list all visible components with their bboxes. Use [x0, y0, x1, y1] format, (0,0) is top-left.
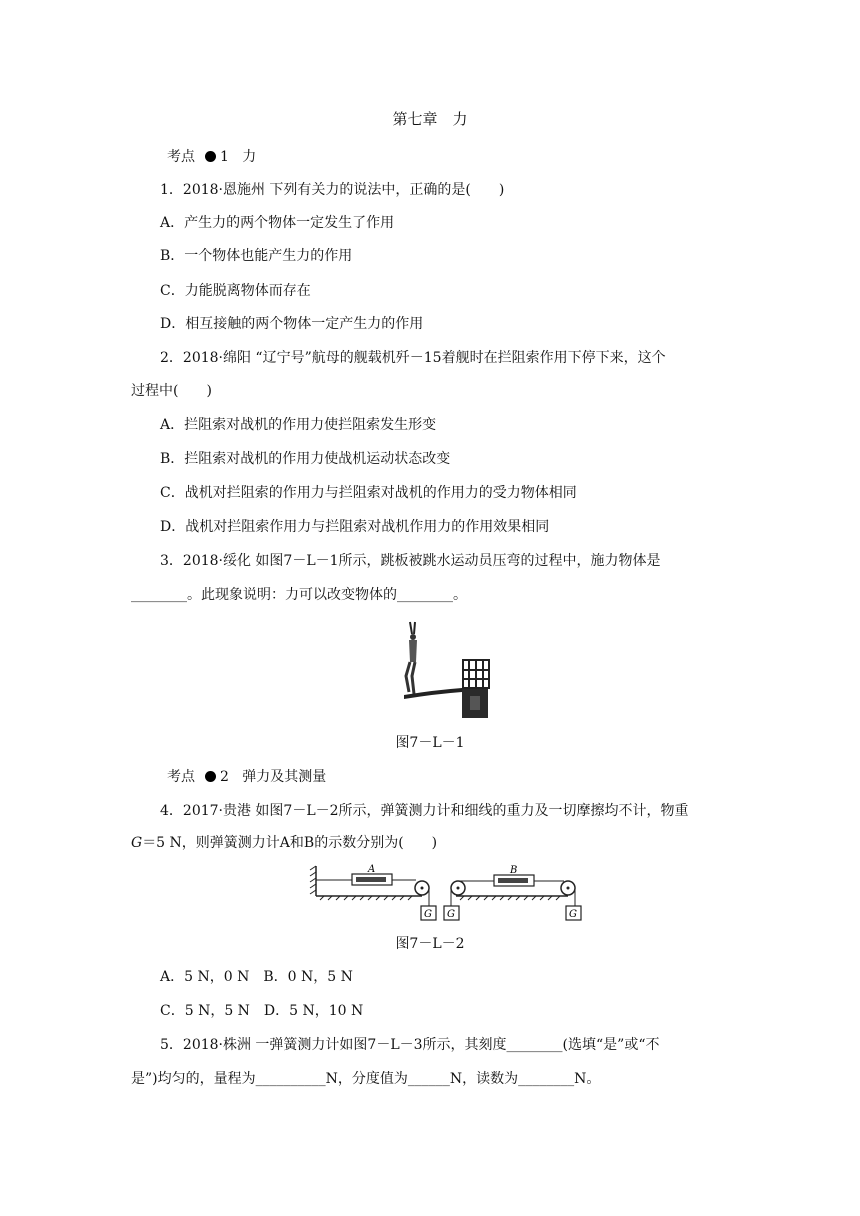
scale-b-label: B — [510, 865, 518, 876]
question-2-stem-line2: 过程中( ) — [131, 383, 212, 399]
weight-label-middle: G — [447, 909, 455, 920]
question-1-option-d: D．相互接触的两个物体一定产生力的作用 — [160, 316, 424, 332]
topic-name: 力 — [242, 149, 257, 165]
question-4-options-ab: A．5 N，0 N B．0 N，5 N — [160, 969, 353, 985]
scale-a-label: A — [368, 864, 376, 875]
question-1-option-a: A．产生力的两个物体一定发生了作用 — [160, 215, 395, 231]
figure-caption-2: 图7－L－2 — [395, 936, 465, 952]
weight-label-right: G — [569, 909, 577, 920]
bullet-dot-icon — [205, 771, 216, 782]
chapter-title: 第七章 力 — [392, 110, 468, 128]
question-1-stem: 1．2018·恩施州 下列有关力的说法中，正确的是( ) — [160, 182, 505, 198]
figure-spring-scales — [306, 862, 586, 924]
question-2-stem-line1: 2．2018·绵阳 “辽宁号”航母的舰载机歼－15着舰时在拦阻索作用下停下来，这个 — [160, 350, 666, 366]
question-3-stem-line2: ________。此现象说明：力可以改变物体的________。 — [131, 587, 467, 603]
question-4-stem-line1: 4．2017·贵港 如图7－L－2所示，弹簧测力计和细线的重力及一切摩擦均不计，物重 — [160, 803, 689, 819]
topic-prefix: 考点 — [167, 149, 195, 165]
question-1-option-b: B．一个物体也能产生力的作用 — [160, 248, 353, 264]
topic-number: 2 — [220, 769, 229, 785]
topic-name: 弹力及其测量 — [242, 769, 327, 785]
question-4-stem-line2: G＝5 N，则弹簧测力计A和B的示数分别为( ) — [131, 835, 438, 851]
topic-heading-1 — [167, 147, 256, 167]
topic-heading-2 — [167, 767, 326, 787]
topic-prefix: 考点 — [167, 769, 195, 785]
question-1-option-c: C．力能脱离物体而存在 — [160, 283, 311, 299]
question-5-stem-line2: 是”)均匀的，量程为__________N，分度值为______N，读数为________N。 — [131, 1071, 601, 1087]
topic-number: 1 — [220, 149, 229, 165]
question-4-options-cd: C．5 N，5 N D．5 N，10 N — [160, 1003, 364, 1019]
question-5-stem-line1: 5．2018·株洲 一弹簧测力计如图7－L－3所示，其刻度________(选填“是”或“不 — [160, 1037, 660, 1053]
figure-diver-springboard — [390, 618, 495, 722]
question-2-option-c: C．战机对拦阻索的作用力与拦阻索对战机的作用力的受力物体相同 — [160, 485, 577, 501]
question-2-option-a: A．拦阻索对战机的作用力使拦阻索发生形变 — [160, 417, 437, 433]
figure-caption-1: 图7－L－1 — [395, 735, 465, 751]
question-3-stem-line1: 3．2018·绥化 如图7－L－1所示，跳板被跳水运动员压弯的过程中，施力物体是 — [160, 553, 661, 569]
weight-variable: G — [131, 835, 143, 851]
question-2-option-d: D．战机对拦阻索作用力与拦阻索对战机作用力的作用效果相同 — [160, 519, 550, 535]
weight-label-left: G — [424, 909, 432, 920]
question-2-option-b: B．拦阻索对战机的作用力使战机运动状态改变 — [160, 451, 451, 467]
bullet-dot-icon — [205, 151, 216, 162]
